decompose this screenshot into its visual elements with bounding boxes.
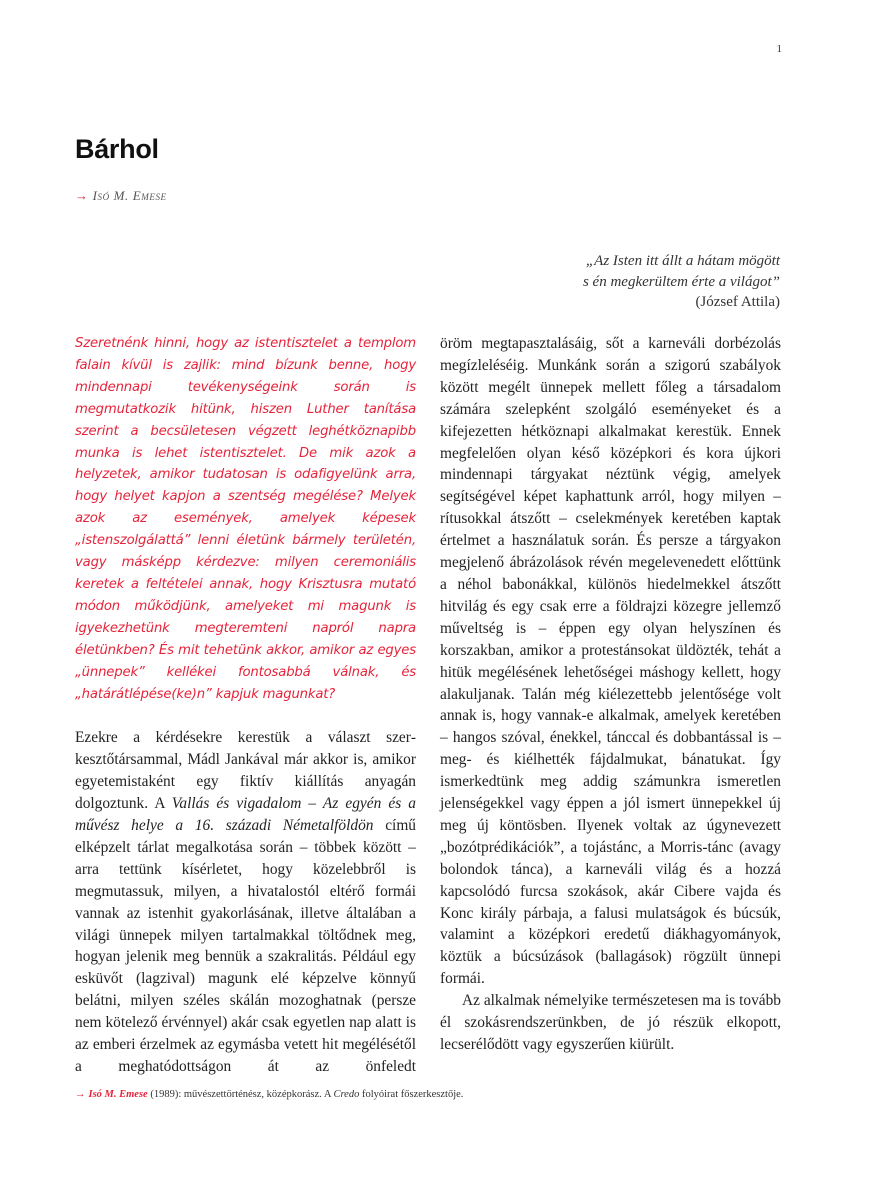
- exhibition-title: Vallás és vigadalom – Az egyén és a művész helye a 16. századi Németalföldön: [75, 795, 416, 835]
- body-text: Ezekre a kérdésekre kerestük a választ szerkesztőtársammal, Mádl Jankával már akkor is, amikor egyetemistaként egy fiktív kiállítás anyagán dolgoztunk. A: [75, 729, 416, 813]
- lead-paragraph: Szeretnénk hinni, hogy az istentisztelet a templom falain kívül is zajlik: mind bízunk benne, hogy mindennapi tevékenységeink során is megmutatkozik hitünk, hiszen Luther tanítása szerint a becsületesen végzett leghétköznapibb munka is lehet istentisztelet. De mik azok a helyzetek, amikor tudatosan is odafigyelünk arra, hogy helyet kapjon a szentség megélése? Melyek azok az események, amelyek képesek „istenszolgálattá” lenni életünk bármely területén, vagy másképp kérdezve: milyen ceremoniális keretek a feltételei annak, hogy Krisztusra mutató módon működjünk, amelyeket mi magunk is igyekezhetünk megteremteni napról napra életünkben? És mit tehetünk akkor, amikor az egyes „ünnepek” kellékei fontosabbá válnak, és „határátlépése(ke)n” kapjuk magunkat?: [75, 336, 416, 702]
- article-title: Bárhol: [75, 134, 159, 164]
- epigraph-attribution: (József Attila): [695, 294, 780, 310]
- arrow-right-icon: →: [75, 1089, 86, 1100]
- body-paragraph-1-start: [75, 727, 416, 1078]
- author-footnote: [75, 1089, 795, 1100]
- epigraph-line-1: „Az Isten itt állt a hátam mögött: [585, 253, 780, 269]
- epigraph-line-2: s én megkerültem érte a világot”: [582, 273, 780, 290]
- epigraph-quote: [470, 251, 780, 313]
- body-paragraph-1-continued: öröm megtapasztalásáig, sőt a karneváli dorbézolás megízleléséig. Munkánk során a szigorú szabályok között megélt ünnepek mellett főleg a társadalom számára szelepként szolgáló eseményeket és a kifejezetten hétköznapi alkalmakat kerestük. Ennek megfelelően olyan késő középkori és kora újkori mindennapi tárgyakat néztünk végig, amelyek segítségével képet kaphattunk arról, hogy milyen – rítusokkal átszőtt – cselekmények keretében kaptak értelmet a használatuk során. És persze a tárgyakon megjelenő ábrázolások révén megelevenedett előttünk a néhol babonákkal, különös hiedelmekkel átszőtt hitvilág és egy csak erre a földrajzi közegre jellemző műveltség is – éppen egy olyan helyszínen és korszakban, amikor a protestánsokat üldözték, tehát a hitük megélésének lehetőségei máshogy kellett, hogy alakuljanak. Talán még kiélezettebb jelentősége volt annak is, hogy vannak-e alkalmak, amelyek keretében – hangos szóval, énekkel, tánccal és dobbantással is – meg- és kiélhették fájdalmukat, bánatukat. Így ismerkedtünk meg addig számunkra ismeretlen jelenségekkel vagy éppen a jól ismert ünnepekkel új meg új köntösben. Ilyenek voltak az úgynevezett „bozótprédikációk”, a tojástánc, a Morris-tánc (avagy bolondok tánca), a karneváli világ és a hozzá kapcsolódó furcsa szokások, akár Cibere vajda és Konc király párbaja, a falusi mulatságok és búcsúk, valamint a középkori eredetű diákhagyományok, köztük a búcsúzások (ballagások) rögzült ünnepi formái.: [440, 335, 781, 988]
- author-name: Isó M. Emese: [92, 188, 167, 203]
- footnote-author-name: Isó M. Emese: [88, 1089, 148, 1100]
- body-text: című elképzelt tárlat megalkotása során – többek között – arra tettünk kísérletet, hogy közelebbről is megmutassuk, milyen, a hivatalostól eltérő formái vannak az istenhit gyakorlásának, illetve általában a világi ünnepek milyen tartalmakkal töltődnek meg, hogyan jelenik meg bennük a szakralitás. Például egy esküvőt (lagzival) magunk elé képzelve könnyű belátni, milyen széles skálán mozoghatnak (persze nem kötelező érvénnyel) akár csak egyetlen nap alatt is az emberi érzelmek az egymásba vetett hit megélésétől a meghatódottságon át az önfeledt: [75, 817, 416, 1075]
- footnote-text-1: (1989): művészettörténész, középkorász. A: [147, 1089, 334, 1100]
- left-column: [75, 333, 416, 1078]
- body-paragraph-2: Az alkalmak némelyike természetesen ma is tovább él szokásrendszerünkben, de jó részük elkopott, lecserélődött vagy egyszerűen kiürült.: [440, 992, 781, 1053]
- right-column: [440, 333, 781, 1056]
- footnote-journal: Credo: [333, 1089, 360, 1100]
- page-number: 1: [776, 43, 782, 55]
- footnote-text-2: folyóirat főszerkesztője.: [359, 1089, 464, 1100]
- arrow-right-icon: →: [75, 188, 89, 203]
- author-byline: [75, 188, 167, 204]
